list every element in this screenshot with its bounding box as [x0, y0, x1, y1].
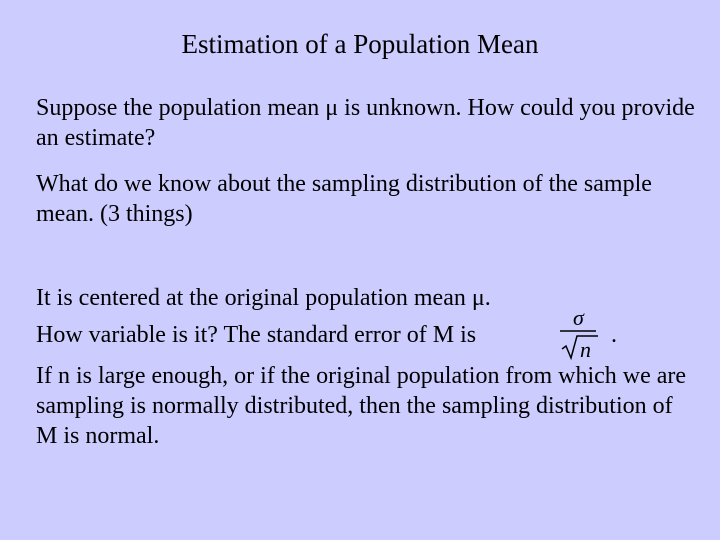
formula-numerator: σ [573, 305, 584, 330]
paragraph-sampling-question: What do we know about the sampling distribution of the sample mean. (3 things) [36, 171, 652, 227]
formula-radicand: n [580, 337, 591, 362]
paragraph-normality: If n is large enough, or if the original population from which we are sampling is normally distributed, then the sampling distribution of M is normal. [36, 363, 687, 449]
slide-title: Estimation of a Population Mean [181, 29, 539, 59]
formula-trailing-period: . [611, 322, 617, 348]
paragraph-standard-error: How variable is it? The standard error of M is [36, 322, 477, 348]
standard-error-formula [558, 305, 604, 365]
paragraph-centered: It is centered at the original population mean μ. [36, 285, 491, 311]
paragraph-estimate-question: Suppose the population mean μ is unknown. How could you provide an estimate? [36, 95, 695, 151]
